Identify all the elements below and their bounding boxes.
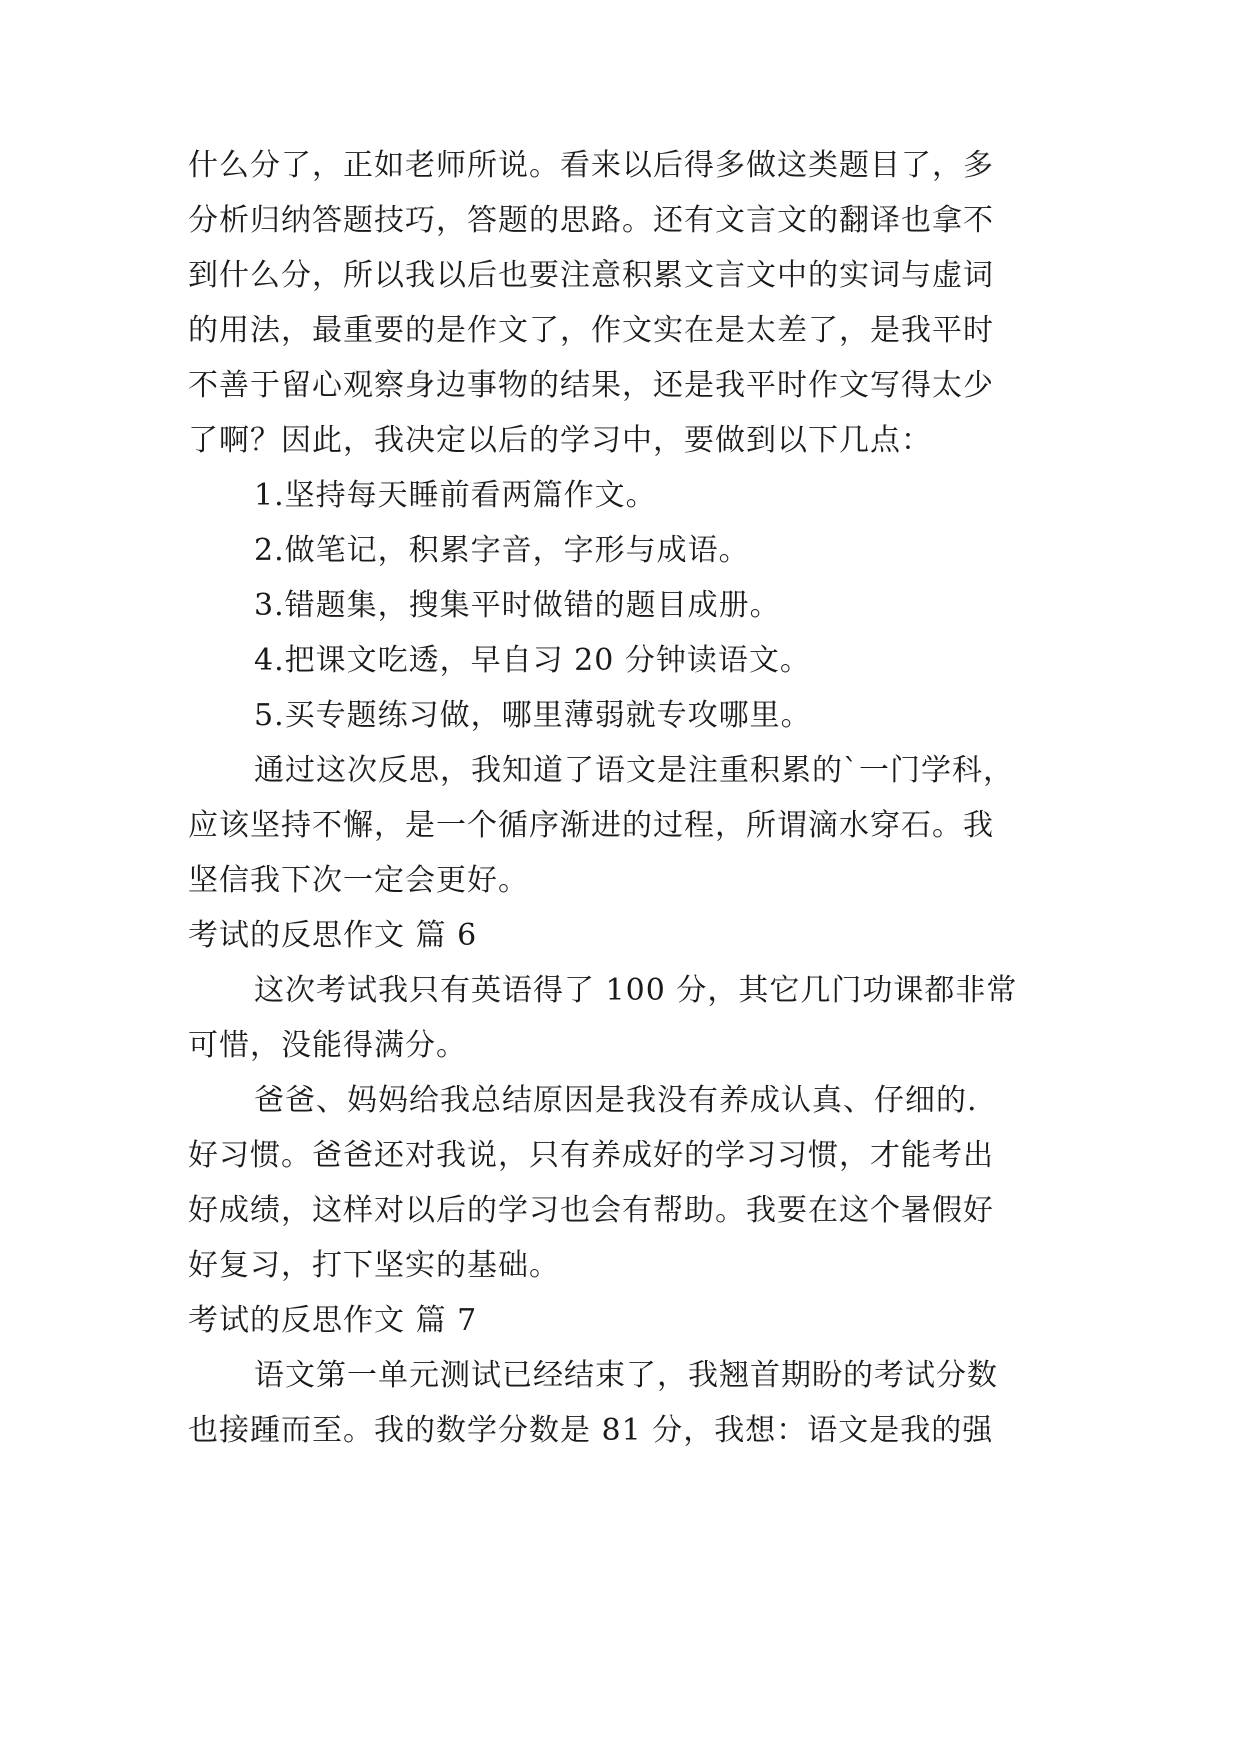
paragraph-start: 语文第一单元测试已经结束了，我翘首期盼的考试分数	[254, 1358, 998, 1393]
text-line: 好成绩，这样对以后的学习也会有帮助。我要在这个暑假好	[188, 1193, 994, 1228]
text-line: 好习惯。爸爸还对我说，只有养成好的学习习惯，才能考出	[188, 1138, 994, 1173]
list-item: 2.做笔记，积累字音，字形与成语。	[254, 533, 750, 568]
text-line: 到什么分，所以我以后也要注意积累文言文中的实词与虚词	[188, 258, 994, 293]
paragraph-start: 通过这次反思，我知道了语文是注重积累的`一门学科，	[254, 753, 1014, 788]
text-line: 也接踵而至。我的数学分数是 81 分，我想：语文是我的强	[188, 1413, 994, 1448]
paragraph-start: 爸爸、妈妈给我总结原因是我没有养成认真、仔细的.	[254, 1083, 978, 1118]
text-line: 的用法，最重要的是作文了，作文实在是太差了，是我平时	[188, 313, 994, 348]
text-line: 好复习，打下坚实的基础。	[188, 1248, 560, 1283]
list-item: 4.把课文吃透，早自习 20 分钟读语文。	[254, 643, 811, 678]
text-line: 可惜，没能得满分。	[188, 1028, 467, 1063]
text-line: 什么分了，正如老师所说。看来以后得多做这类题目了，多	[188, 148, 994, 183]
section-heading: 考试的反思作文 篇 7	[188, 1303, 478, 1338]
list-item: 1.坚持每天睡前看两篇作文。	[254, 478, 657, 513]
text-line: 了啊？因此，我决定以后的学习中，要做到以下几点：	[188, 423, 932, 458]
list-item: 5.买专题练习做，哪里薄弱就专攻哪里。	[254, 698, 812, 733]
text-line: 应该坚持不懈，是一个循序渐进的过程，所谓滴水穿石。我	[188, 808, 994, 843]
paragraph-start: 这次考试我只有英语得了 100 分，其它几门功课都非常	[254, 973, 1018, 1008]
section-heading: 考试的反思作文 篇 6	[188, 918, 478, 953]
text-line: 不善于留心观察身边事物的结果，还是我平时作文写得太少	[188, 368, 994, 403]
text-line: 坚信我下次一定会更好。	[188, 863, 529, 898]
text-line: 分析归纳答题技巧，答题的思路。还有文言文的翻译也拿不	[188, 203, 994, 238]
list-item: 3.错题集，搜集平时做错的题目成册。	[254, 588, 781, 623]
